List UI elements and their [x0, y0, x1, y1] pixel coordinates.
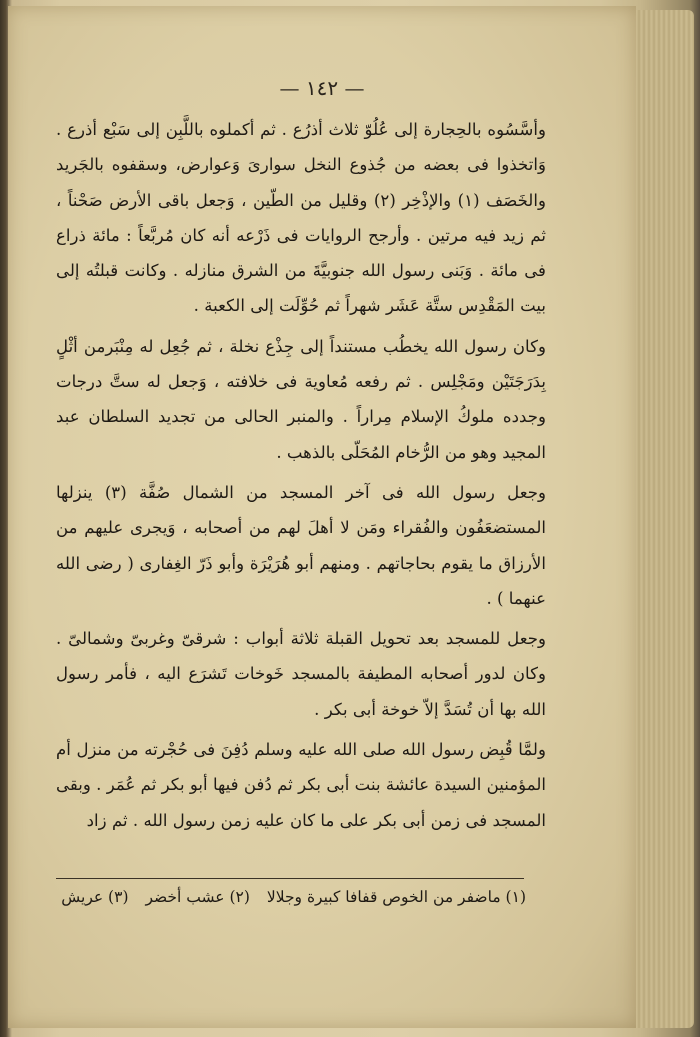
footnote-3: (٣) عريش — [61, 888, 129, 906]
footnote-divider — [56, 878, 524, 879]
paragraph: وجعل رسول الله فى آخر المسجد من الشمال صُفَّة (٣) ينزلها المستضعَفُون والفُقراء ومَن لا أهلَ لهم من أصحابه ، وَيجرى عليهم من الأرزاق ما يقوم بحاجاتهم . ومنهم أبو هُرَيْرَة وأبو ذَرّ الغِفارى ( رضى الله عنهما ) . — [56, 482, 546, 608]
paragraph: وجعل للمسجد بعد تحويل القبلة ثلاثة أبواب : شرقىّ وغربىّ وشمالىّ . وكان لدور أصحابه المطيفة بالمسجد خَوخات تَشرَع اليه ، فأمر رسول الله بها أن تُسَدَّ إلاّ خوخة أبى بكر . — [56, 629, 546, 719]
page-edges — [636, 10, 694, 1028]
page-number: — ١٤٢ — — [279, 76, 365, 100]
footnote-2: (٢) عشب أخضر — [145, 888, 250, 906]
paragraph: وأسَّسُوه بالحِجارة إلى عُلُوّ ثلاث أذرُع . ثم أكملوه باللَّبِن إلى سَبْع أذرع . وَاتخذوا فى بعضه من جُذوع النخل سوارىَ وَعوارض، وسقفوه بالجَريد والخَصَف (١) والإذْخِر (٢) وقليل من الطّين ، وَجعل باقى الأرض صَحْناً ، ثم زيد فيه مرتين . وأرجح الروايات فى ذَرْعه أنه كان مُربَّعاً : مائة ذراع فى مائة . وَبَنى رسول الله جنوبيَّةَ من الشرق منازله . وكانت قبلتُه إلى بيت المَقْدِس ستَّة عَشَر شهراً ثم حُوِّلَت إلى الكعبة . — [56, 120, 546, 316]
footnotes — [52, 884, 526, 910]
footnote-1: (١) ماضفر من الخوص قفافا كبيرة وجلالا — [266, 888, 526, 906]
paragraph: ولمَّا قُبِض رسول الله صلى الله عليه وسلم دُفِنَ فى حُجْرته من منزل أم المؤمنين السيدة عائشة بنت أبى بكر ثم دُفن فيها أبو بكر ثم عُمَر . وبقى المسجد فى زمن أبى بكر على ما كان عليه زمن رسول الله . ثم زاد — [56, 740, 546, 830]
paragraph: وكان رسول الله يخطُب مستنداً إلى جِذْع نخلة ، ثم جُعِل له مِنْبَرمن أثْلٍ بِدَرَجَتَيْن ومَجْلِس . ثم رفعه مُعاوية فى خلافته ، وَجعل له ستَّ درجات وجدده ملوكُ الإسلام مِراراً . والمنبر الحالى من تجديد السلطان عبد المجيد وهو من الرُّخام المُحَلّى بالذهب . — [56, 336, 546, 462]
page-body — [56, 112, 546, 877]
